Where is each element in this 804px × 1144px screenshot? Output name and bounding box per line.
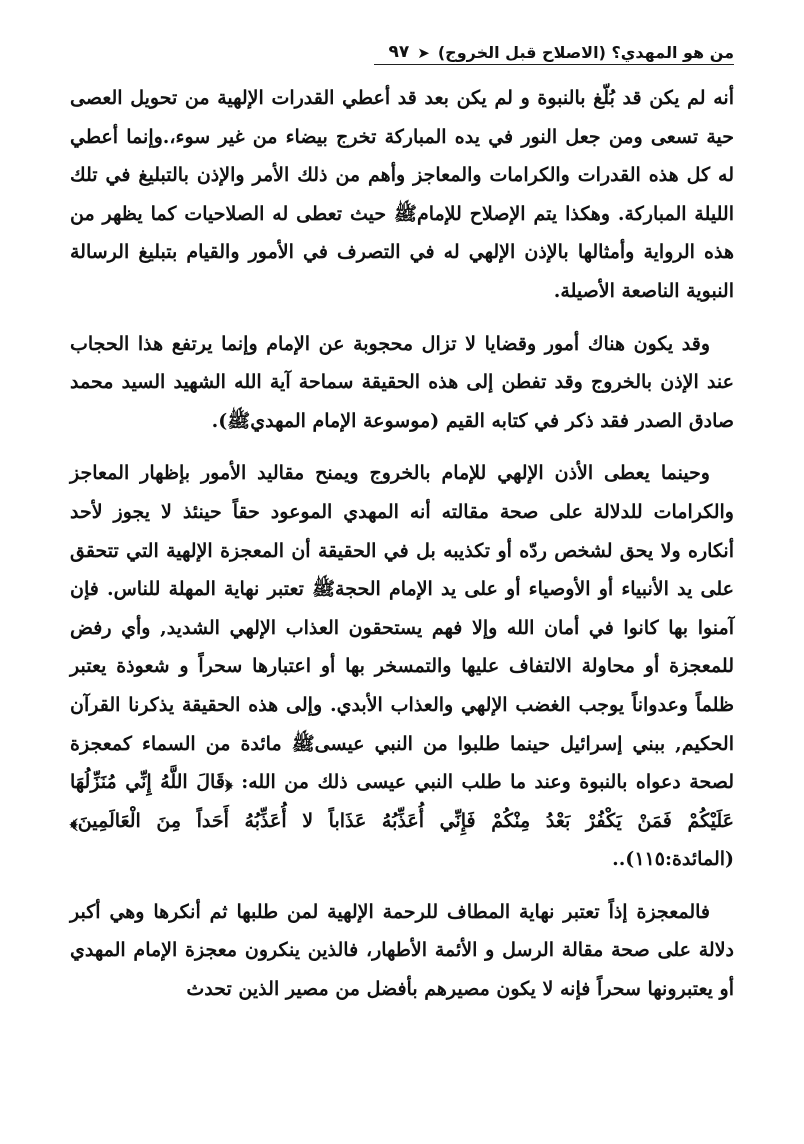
page-number: ٩٧ [388, 42, 410, 62]
paragraph-2: وقد يكون هناك أمور وقضايا لا تزال محجوبة عن الإمام وإنما يرتفع هذا الحجاب عند الإذن بالخروج وقد تفطن إلى هذه الحقيقة سماحة آية الله الشهيد السيد محمد صادق الصدر فقد ذكر في كتابه القيم (موسوعة الإمام المهديﷺ). [70, 332, 734, 432]
paragraph-1: أنه لم يكن قد بُلّغ بالنبوة و لم يكن بعد قد أعطي القدرات الإلهية من تحويل العصى حية تسعى ومن جعل النور في يده المباركة تخرج بيضاء من غير سوء،.وإنما أعطي له كل هذه القدرات والكرامات والمعاجز وأهم من ذلك الأمر والإذن بالتبليغ في تلك الليلة المباركة. وهكذا يتم الإصلاح للإمامﷺ حيث تعطى له الصلاحيات كما يظهر من هذه الرواية وأمثالها بالإذن الإلهي له في التصرف في الأمور والقيام بتبليغ الرسالة النبوية الناصعة الأصيلة. [70, 87, 734, 302]
body-text [70, 79, 734, 1009]
paragraph-3: وحينما يعطى الأذن الإلهي للإمام بالخروج ويمنح مقاليد الأمور بإظهار المعاجز والكرامات للدلالة على صحة مقالته أنه المهدي الموعود حقاً حينئذ لا يجوز لأحد أنكاره ولا يحق لشخص ردّه أو تكذيبه بل في الحقيقة أن المعجزة الإلهية التي تتحقق على يد الأنبياء أو الأوصياء أو على يد الإمام الحجةﷺ تعتبر نهاية المهلة للناس. فإن آمنوا بها كانوا في أمان الله وإلا فهم يستحقون العذاب الإلهي الشديد, وأي رفض للمعجزة أو محاولة الالتفاف عليها والتمسخر بها أو اعتبارها سحراً و شعوذة يعتبر ظلماً وعدواناً يوجب الغضب الإلهي والعذاب الأبدي. وإلى هذه الحقيقة يذكرنا القرآن الحكيم, ببني إسرائيل حينما طلبوا من النبي عيسىﷺ مائدة من السماء كمعجزة لصحة دعواه بالنبوة وعند ما طلب النبي عيسى ذلك من الله: ﴿قَالَ اللَّهُ إِنِّي مُنَزِّلُهَا عَلَيْكُمْ فَمَنْ يَكْفُرْ بَعْدُ مِنْكُمْ فَإِنِّي أُعَذِّبُهُ عَذَاباً لا أُعَذِّبُهُ أَحَداً مِنَ الْعَالَمِينَ﴾(المائدة:١١٥).. [70, 462, 734, 871]
paragraph-4: فالمعجزة إذاً تعتبر نهاية المطاف للرحمة الإلهية لمن طلبها ثم أنكرها وهي أكبر دلالة على صحة مقالة الرسل و الأئمة الأطهار، فالذين ينكرون معجزة الإمام المهدي أو يعتبرونها سحراً فإنه لا يكون مصيرهم بأفضل من مصير الذين تحدث [70, 900, 734, 1001]
document-page [70, 28, 734, 1023]
running-header [374, 28, 734, 65]
header-title: من هو المهدي؟ (الاصلاح قبل الخروج) [437, 43, 734, 62]
header-arrow-icon: ➤ [417, 44, 430, 62]
